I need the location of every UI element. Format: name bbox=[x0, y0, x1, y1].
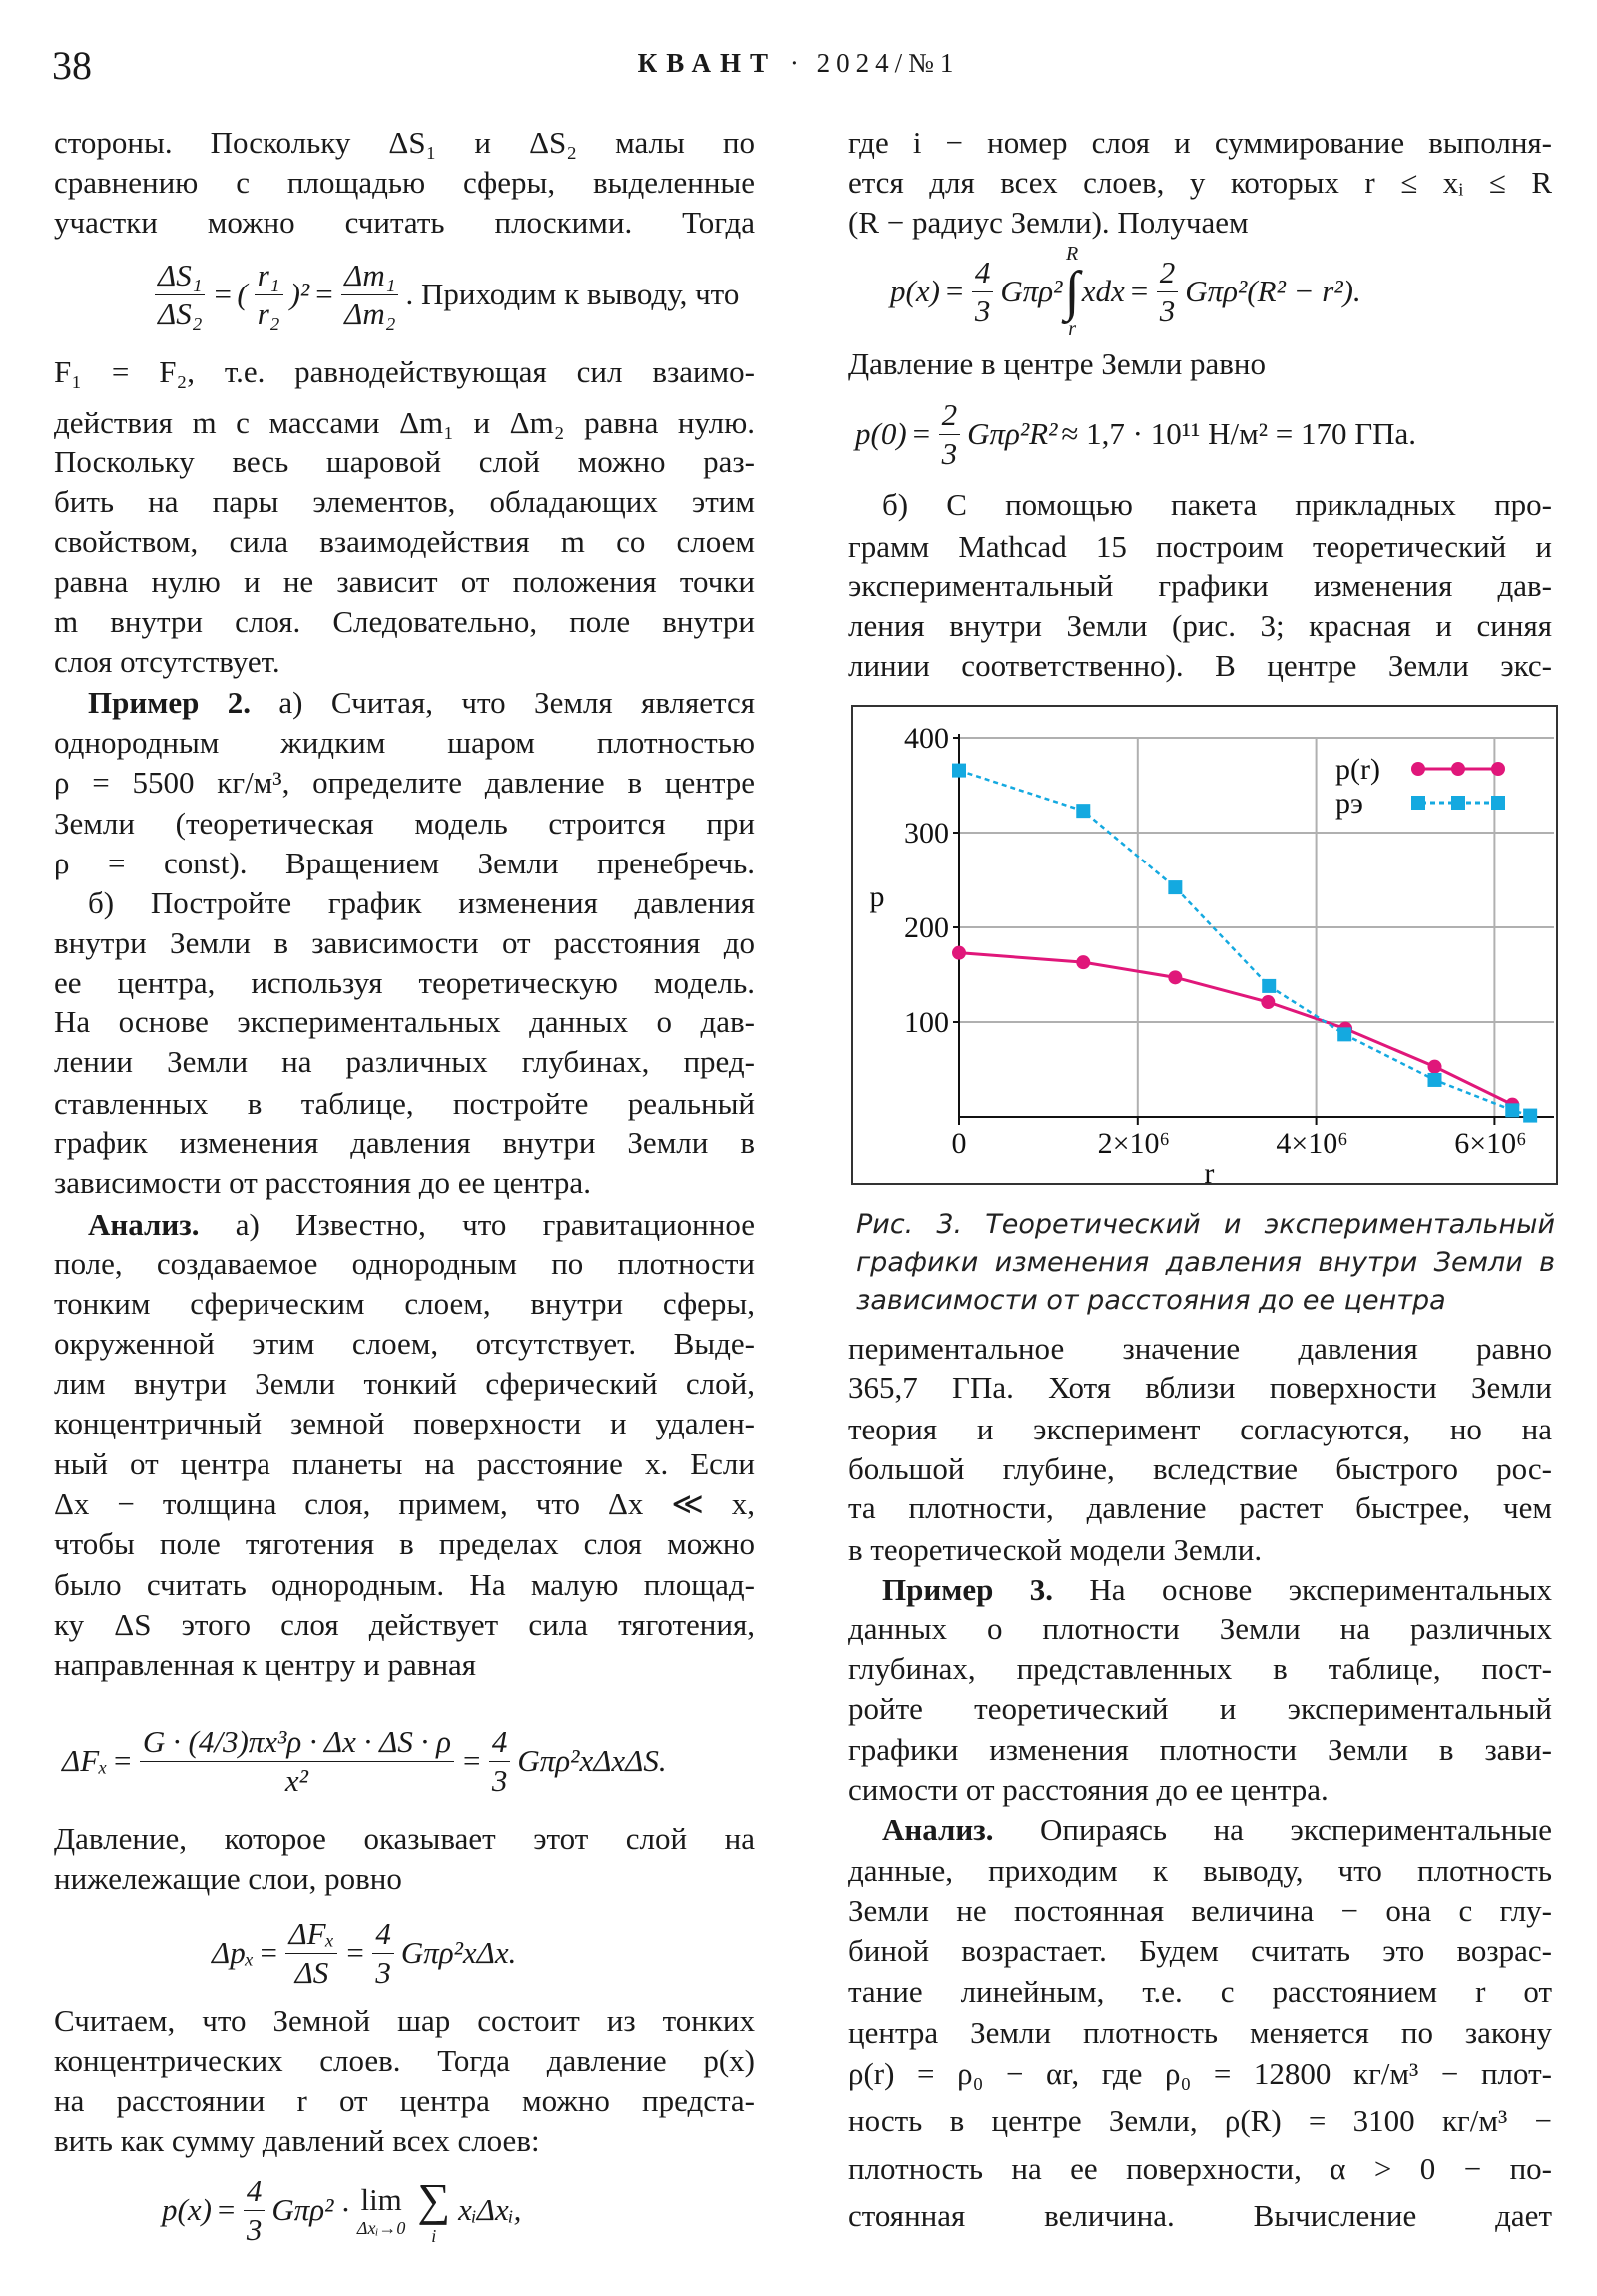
text-line bbox=[848, 1368, 1552, 1408]
fraction bbox=[244, 2172, 266, 2249]
denominator: r₂ bbox=[257, 295, 280, 331]
legend-label: pэ bbox=[1335, 787, 1363, 820]
formula-term: Gπρ²R² bbox=[967, 416, 1058, 451]
formula-term: = bbox=[910, 416, 932, 451]
fraction bbox=[341, 257, 398, 333]
header-separator: · bbox=[789, 48, 804, 78]
numerator: 4 bbox=[972, 254, 994, 292]
text-line bbox=[848, 1851, 1552, 1891]
numerator: 2 bbox=[939, 396, 961, 435]
line-text: ройте теоретический и экспериментальный bbox=[848, 1691, 1552, 1726]
line-text: направленная к центру и равная bbox=[54, 1647, 477, 1682]
line-text: ρ = 5500 кг/м³, определите давление в центре bbox=[54, 765, 755, 800]
formula-term: Gπρ²xΔx. bbox=[400, 1935, 517, 1970]
denominator: ΔS₂ bbox=[158, 295, 203, 331]
line-text: лении Земли на различных глубинах, пред- bbox=[54, 1044, 755, 1079]
line-text: поле, создаваемое однородным по плотности bbox=[54, 1246, 755, 1281]
text-line bbox=[54, 1002, 755, 1042]
legend-marker bbox=[1491, 762, 1505, 776]
formula-term: p(0) bbox=[855, 416, 907, 451]
formula-term: Gπρ²xΔxΔS. bbox=[517, 1743, 667, 1778]
line-text: Опираясь на экспериментальные bbox=[993, 1812, 1552, 1847]
legend-marker bbox=[1491, 796, 1505, 810]
line-text: бить на пары элементов, обладающих этим bbox=[54, 484, 755, 519]
legend-marker bbox=[1411, 796, 1425, 810]
text-line bbox=[848, 1770, 1552, 1810]
line-text: экспериментальный графики изменения дав- bbox=[848, 568, 1552, 603]
data-point bbox=[952, 946, 966, 960]
line-text: б) Постройте график изменения давления bbox=[88, 885, 755, 920]
caption-line: графики изменения давления внутри Земли в bbox=[856, 1247, 1555, 1278]
line-text: глубинах, представленных в таблице, пост- bbox=[848, 1651, 1552, 1686]
formula-term: = bbox=[344, 1935, 366, 1970]
text-line bbox=[848, 606, 1552, 646]
series-line-experimental bbox=[959, 771, 1530, 1116]
line-text: графики изменения плотности Земли в зави- bbox=[848, 1732, 1552, 1767]
figure-3-chart bbox=[851, 705, 1558, 1185]
numerator: ΔS₁ bbox=[155, 257, 205, 295]
numerator: r₁ bbox=[255, 257, 283, 295]
text-line bbox=[848, 2196, 1552, 2236]
fraction bbox=[285, 1915, 337, 1992]
line-text: тонким сферическим слоем, внутри сферы, bbox=[54, 1286, 755, 1321]
text-line bbox=[54, 1163, 755, 1203]
line-text: где i − номер слоя и суммирование выполня- bbox=[848, 125, 1552, 160]
formula-term: ( bbox=[237, 277, 248, 311]
x-tick-label: 2×10⁶ bbox=[1097, 1127, 1170, 1160]
text-line bbox=[848, 1488, 1552, 1528]
formula-term: = bbox=[215, 2192, 237, 2227]
integral-symbol: ∫ bbox=[1064, 261, 1080, 322]
line-text: ный от центра планеты на расстояние x. Если bbox=[54, 1446, 755, 1481]
formula-term: = bbox=[111, 1743, 133, 1778]
text-line bbox=[54, 1819, 755, 1859]
legend-marker bbox=[1451, 762, 1465, 776]
text-line bbox=[54, 403, 755, 443]
formula-term: xᵢΔxᵢ, bbox=[458, 2192, 522, 2227]
data-point bbox=[1076, 804, 1090, 818]
text-line bbox=[54, 1565, 755, 1605]
line-text: симости от расстояния до ее центра. bbox=[848, 1772, 1329, 1807]
denominator: 3 bbox=[375, 1954, 391, 1990]
line-text: На основе экспериментальных данных о дав- bbox=[54, 1004, 755, 1039]
text-line bbox=[54, 1605, 755, 1645]
text-line bbox=[54, 602, 755, 642]
line-text: та плотности, давление растет быстрее, чем bbox=[848, 1490, 1552, 1525]
data-point bbox=[1076, 955, 1090, 969]
text-line bbox=[848, 1609, 1552, 1649]
text-line bbox=[54, 442, 755, 482]
text-line bbox=[54, 1284, 755, 1324]
denominator: 3 bbox=[974, 292, 991, 328]
data-point bbox=[1523, 1109, 1537, 1123]
text-line bbox=[54, 1524, 755, 1564]
line-text: б) С помощью пакета прикладных про- bbox=[882, 487, 1552, 522]
line-text: Считаем, что Земной шар состоит из тонких bbox=[54, 2004, 755, 2038]
denominator: 3 bbox=[941, 435, 958, 471]
text-line bbox=[848, 2054, 1552, 2094]
numerator: 2 bbox=[1157, 254, 1179, 292]
text-line bbox=[54, 642, 755, 682]
fraction bbox=[489, 1723, 511, 1800]
line-text: стоянная величина. Вычисление дает bbox=[848, 2198, 1552, 2233]
fraction bbox=[939, 396, 961, 473]
y-axis-label: p bbox=[869, 880, 885, 913]
line-text: центра Земли плотность меняется по закону bbox=[848, 2015, 1552, 2050]
line-text: ку ΔS этого слоя действует сила тяготения, bbox=[54, 1607, 755, 1642]
line-text: Δx − толщина слоя, примем, что Δx ≪ x, bbox=[54, 1486, 755, 1521]
data-point bbox=[1168, 880, 1182, 894]
line-text: внутри Земли в зависимости от расстояния до bbox=[54, 925, 755, 960]
limit-operator bbox=[357, 2182, 405, 2239]
formula-term: xdx bbox=[1081, 274, 1125, 308]
text-line bbox=[54, 2002, 755, 2041]
fraction bbox=[155, 257, 205, 333]
line-text: биной возрастает. Будем считать это возрас- bbox=[848, 1933, 1552, 1968]
journal-name: КВАНТ bbox=[637, 48, 778, 78]
formula-term: = bbox=[258, 1935, 279, 1970]
formula-term: = bbox=[460, 1743, 482, 1778]
text-line bbox=[848, 344, 1552, 384]
formula-term: Gπρ²(R² − r²). bbox=[1185, 274, 1361, 308]
denominator: 3 bbox=[246, 2211, 263, 2247]
text-line bbox=[54, 203, 755, 243]
math-formula bbox=[160, 2165, 523, 2255]
text-line bbox=[54, 2121, 755, 2161]
line-text: стороны. Поскольку ΔS₁ и ΔS₂ малы по bbox=[54, 125, 755, 160]
text-line bbox=[848, 1530, 1552, 1570]
text-line bbox=[54, 1123, 755, 1163]
line-text: зависимости от расстояния до ее центра. bbox=[54, 1165, 591, 1200]
line-text: теория и эксперимент согласуются, но на bbox=[848, 1412, 1552, 1446]
legend-marker bbox=[1411, 762, 1425, 776]
formula-term: = bbox=[212, 277, 234, 311]
y-tick-label: 300 bbox=[904, 817, 949, 850]
formula-term: )² bbox=[289, 277, 310, 311]
inline-text: ≈ 1,7 · 10¹¹ Н/м² = 170 ГПа. bbox=[1061, 416, 1417, 451]
text-line bbox=[848, 1931, 1552, 1971]
running-header bbox=[0, 48, 1597, 79]
data-point bbox=[1428, 1073, 1442, 1087]
text-line bbox=[848, 1689, 1552, 1729]
formula-term: p(x) bbox=[890, 274, 940, 308]
line-text: тание линейным, т.е. с расстоянием r от bbox=[848, 1974, 1552, 2009]
line-text: большой глубине, вследствие быстрого рос- bbox=[848, 1451, 1552, 1486]
line-text: действия m с массами Δm₁ и Δm₂ равна нулю. bbox=[54, 405, 755, 440]
text-line bbox=[54, 1244, 755, 1284]
data-point bbox=[1337, 1027, 1351, 1041]
text-line bbox=[54, 482, 755, 522]
line-text: а) Считая, что Земля является bbox=[250, 685, 755, 720]
denominator: ΔS bbox=[294, 1954, 329, 1990]
text-line bbox=[848, 1810, 1552, 1850]
line-text: вить как сумму давлений всех слоев: bbox=[54, 2123, 540, 2158]
issue-number: 2024/№1 bbox=[816, 48, 960, 78]
denominator: Δm₂ bbox=[344, 295, 396, 331]
math-formula bbox=[210, 1908, 518, 1998]
line-text: F₁ = F₂, т.е. равнодействующая сил взаимо- bbox=[54, 354, 755, 389]
legend-marker bbox=[1451, 796, 1465, 810]
line-text: ления внутри Земли (рис. 3; красная и синяя bbox=[848, 608, 1552, 643]
fraction bbox=[972, 254, 994, 330]
text-line bbox=[54, 1042, 755, 1082]
line-text: лим внутри Земли тонкий сферический слой, bbox=[54, 1366, 755, 1401]
numerator: Δm₁ bbox=[341, 257, 398, 295]
line-text: ставленных в таблице, постройте реальный bbox=[54, 1086, 755, 1121]
text-line bbox=[54, 1404, 755, 1443]
numerator: G · (4/3)πx³ρ · Δx · ΔS · ρ bbox=[140, 1723, 454, 1762]
text-line bbox=[54, 844, 755, 883]
fraction bbox=[372, 1915, 394, 1992]
line-text: линии соответственно). В центре Земли экс- bbox=[848, 648, 1552, 683]
fraction bbox=[140, 1723, 454, 1800]
line-text: m внутри слоя. Следовательно, поле внутри bbox=[54, 604, 755, 639]
fraction bbox=[1157, 254, 1179, 330]
math-formula bbox=[853, 389, 1418, 479]
upper-limit: R bbox=[1065, 243, 1079, 265]
line-text: в теоретической модели Земли. bbox=[848, 1532, 1263, 1567]
x-tick-label: 0 bbox=[951, 1127, 967, 1160]
text-line bbox=[54, 1645, 755, 1685]
numerator: 4 bbox=[372, 1915, 394, 1954]
data-point bbox=[1428, 1060, 1442, 1074]
text-line bbox=[54, 1859, 755, 1899]
formula-term: = bbox=[313, 277, 335, 311]
formula-term: p(x) bbox=[162, 2192, 212, 2227]
legend-label: p(r) bbox=[1335, 753, 1380, 786]
formula-term: ΔFₓ bbox=[62, 1743, 108, 1778]
text-line bbox=[54, 683, 755, 723]
line-text: однородным жидким шаром плотностью bbox=[54, 725, 755, 760]
text-line bbox=[54, 923, 755, 963]
line-text: периментальное значение давления равно bbox=[848, 1331, 1552, 1366]
bold-lead-in: Пример 3. bbox=[882, 1572, 1053, 1607]
text-line bbox=[54, 1084, 755, 1124]
text-line bbox=[848, 1891, 1552, 1931]
line-text: на расстоянии r от центра можно предста- bbox=[54, 2083, 755, 2118]
text-line bbox=[54, 883, 755, 923]
text-line bbox=[848, 203, 1552, 243]
line-text: было считать однородным. На малую площад- bbox=[54, 1567, 755, 1602]
formula-term: Gπρ² bbox=[1000, 274, 1063, 308]
line-text: равна нулю и не зависит от положения точки bbox=[54, 564, 755, 599]
text-line bbox=[848, 1410, 1552, 1449]
line-text: Земли (теоретическая модель строится при bbox=[54, 806, 755, 841]
formula-term: Gπρ² · bbox=[271, 2192, 349, 2227]
line-text: данные, приходим к выводу, что плотность bbox=[848, 1853, 1552, 1888]
x-tick-label: 4×10⁶ bbox=[1276, 1127, 1348, 1160]
line-text: окруженной этим слоем, отсутствует. Выде- bbox=[54, 1326, 755, 1361]
data-point bbox=[1168, 970, 1182, 984]
text-line bbox=[848, 485, 1552, 525]
text-line bbox=[54, 123, 755, 163]
text-line bbox=[848, 527, 1552, 567]
text-line bbox=[54, 1444, 755, 1484]
line-text: сравнению с площадью сферы, выделенные bbox=[54, 165, 755, 200]
text-line bbox=[848, 2149, 1552, 2189]
line-text: нижележащие слои, ровно bbox=[54, 1861, 402, 1896]
text-line bbox=[54, 963, 755, 1003]
numerator: ΔFₓ bbox=[285, 1915, 337, 1954]
caption-line: зависимости от расстояния до ее центра bbox=[856, 1285, 1446, 1316]
text-line bbox=[54, 2041, 755, 2081]
text-line bbox=[848, 163, 1552, 203]
text-line bbox=[54, 2081, 755, 2121]
integral-sign bbox=[1064, 244, 1079, 339]
text-line bbox=[54, 723, 755, 763]
text-line bbox=[848, 1570, 1552, 1610]
y-tick-label: 400 bbox=[904, 722, 949, 755]
line-text: Поскольку весь шаровой слой можно раз- bbox=[54, 444, 755, 479]
line-text: На основе экспериментальных bbox=[1053, 1572, 1552, 1607]
y-tick-label: 100 bbox=[904, 1006, 949, 1039]
line-text: слоя отсутствует. bbox=[54, 644, 280, 679]
line-text: грамм Mathcad 15 построим теоретический и bbox=[848, 529, 1552, 564]
limit-operator bbox=[417, 2173, 450, 2247]
y-tick-label: 200 bbox=[904, 911, 949, 944]
lower-limit: r bbox=[1068, 318, 1076, 340]
text-line bbox=[848, 1329, 1552, 1369]
line-text: Давление в центре Земли равно bbox=[848, 346, 1267, 381]
bold-lead-in: Анализ. bbox=[882, 1812, 994, 1847]
line-text: а) Известно, что гравитационное bbox=[199, 1207, 755, 1242]
operator-subscript: Δxᵢ→0 bbox=[356, 2217, 406, 2238]
line-text: (R − радиус Земли). Получаем bbox=[848, 205, 1249, 240]
line-text: Земли не постоянная величина − она с глу- bbox=[848, 1893, 1552, 1928]
text-line bbox=[848, 1449, 1552, 1489]
operator-subscript: i bbox=[431, 2226, 437, 2246]
pressure-chart-svg bbox=[853, 707, 1556, 1183]
text-line bbox=[54, 1324, 755, 1364]
text-line bbox=[848, 1649, 1552, 1689]
formula-term: = bbox=[943, 274, 965, 308]
bold-lead-in: Анализ. bbox=[88, 1207, 200, 1242]
line-text: 365,7 ГПа. Хотя вблизи поверхности Земли bbox=[848, 1370, 1552, 1405]
data-point bbox=[952, 764, 966, 778]
numerator: 4 bbox=[244, 2172, 266, 2211]
text-line bbox=[54, 352, 755, 392]
line-text: свойством, сила взаимодействия m со слоем bbox=[54, 524, 755, 559]
line-text: ρ(r) = ρ₀ − αr, где ρ₀ = 12800 кг/м³ − плот- bbox=[848, 2056, 1552, 2091]
denominator: 3 bbox=[491, 1762, 508, 1798]
formula-term: Δpₓ bbox=[212, 1935, 255, 1970]
text-line bbox=[54, 1205, 755, 1245]
text-line bbox=[54, 522, 755, 562]
text-line bbox=[848, 566, 1552, 606]
text-line bbox=[848, 2013, 1552, 2053]
line-text: плотность на ее поверхности, α > 0 − по- bbox=[848, 2151, 1552, 2186]
math-formula bbox=[60, 1716, 669, 1806]
line-text: ее центра, используя теоретическую модель. bbox=[54, 965, 755, 1000]
data-point bbox=[1505, 1103, 1519, 1117]
math-formula bbox=[150, 250, 741, 339]
line-text: Давление, которое оказывает этот слой на bbox=[54, 1821, 755, 1856]
line-text: данных о плотности Земли на различных bbox=[848, 1611, 1552, 1646]
text-line bbox=[848, 646, 1552, 686]
bold-lead-in: Пример 2. bbox=[88, 685, 251, 720]
operator-symbol: ∑ bbox=[417, 2174, 451, 2225]
fraction bbox=[255, 257, 283, 333]
line-text: график изменения давления внутри Земли в bbox=[54, 1125, 755, 1160]
text-line bbox=[848, 1730, 1552, 1770]
text-line bbox=[848, 1972, 1552, 2011]
text-line bbox=[54, 163, 755, 203]
line-text: концентричный земной поверхности и удален- bbox=[54, 1406, 755, 1440]
denominator: 3 bbox=[1159, 292, 1176, 328]
text-line bbox=[848, 123, 1552, 163]
line-text: чтобы поле тяготения в пределах слоя можно bbox=[54, 1526, 755, 1561]
line-text: ρ = const). Вращением Земли пренебречь. bbox=[54, 846, 755, 880]
data-point bbox=[1261, 995, 1275, 1009]
math-formula bbox=[888, 243, 1363, 340]
line-text: участки можно считать плоскими. Тогда bbox=[54, 205, 755, 240]
operator-symbol: lim bbox=[360, 2181, 402, 2217]
line-text: ется для всех слоев, у которых r ≤ xᵢ ≤ R bbox=[848, 165, 1552, 200]
text-line bbox=[54, 763, 755, 803]
text-line bbox=[54, 1364, 755, 1404]
text-line bbox=[54, 1484, 755, 1524]
x-tick-label: 6×10⁶ bbox=[1454, 1127, 1527, 1160]
data-point bbox=[1262, 979, 1276, 993]
formula-term: = bbox=[1128, 274, 1150, 308]
page-number: 38 bbox=[52, 43, 92, 88]
inline-text: . Приходим к выводу, что bbox=[405, 277, 740, 311]
x-axis-label: r bbox=[1204, 1157, 1215, 1183]
numerator: 4 bbox=[489, 1723, 511, 1762]
denominator: x² bbox=[284, 1762, 308, 1798]
line-text: ность в центре Земли, ρ(R) = 3100 кг/м³ − bbox=[848, 2103, 1552, 2138]
line-text: концентрических слоев. Тогда давление p(x) bbox=[54, 2043, 755, 2078]
text-line bbox=[848, 2101, 1552, 2141]
caption-line: Рис. 3. Теоретический и экспериментальный bbox=[856, 1209, 1555, 1240]
text-line bbox=[54, 804, 755, 844]
text-line bbox=[54, 562, 755, 602]
